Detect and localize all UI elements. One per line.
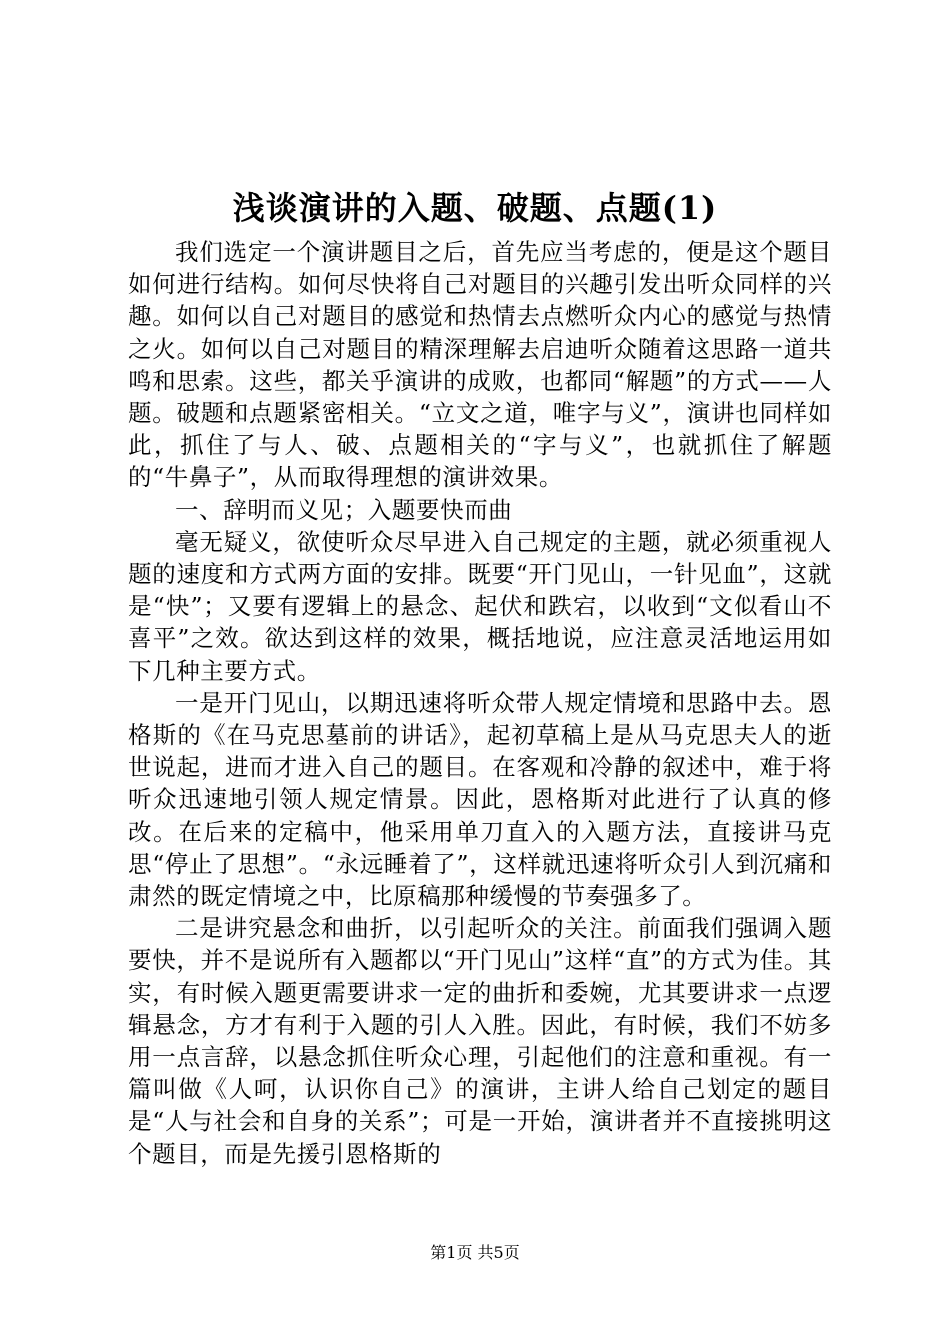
paragraph: 毫无疑义，欲使听众尽早进入自己规定的主题，就必须重视人题的速度和方式两方面的安排。既要“开门见山，一针见血”，这就是“快”；又要有逻辑上的悬念、起伏和跌宕，以收到“文似看山不喜平”之效。欲达到这样的效果，概括地说，应注意灵活地运用如下几种主要方式。 — [128, 527, 832, 685]
document-title: 浅谈演讲的入题、破题、点题(1) — [232, 189, 718, 227]
section-heading: 一、辞明而义见；入题要快而曲 — [175, 495, 513, 524]
paragraph: 一是开门见山，以期迅速将听众带人规定情境和思路中去。恩格斯的《在马克思墓前的讲话》，起初草稿上是从马克思夫人的逝世说起，进而才进入自己的题目。在客观和冷静的叙述中，难于将听众迅速地引领人规定情景。因此，恩格斯对此进行了认真的修改。在后来的定稿中，他采用单刀直入的入题方法，直接讲马克思“停止了思想”。“永远睡着了”，这样就迅速将听众引人到沉痛和肃然的既定情境之中，比原稿那种缓慢的节奏强多了。 — [128, 688, 832, 911]
paragraph-intro: 我们选定一个演讲题目之后，首先应当考虑的，便是这个题目如何进行结构。如何尽快将自己对题目的兴趣引发出听众同样的兴趣。如何以自己对题目的感觉和热情去点燃听众内心的感觉与热情之火。如何以自己对题目的精深理解去启迪听众随着这思路一道共鸣和思索。这些，都关乎演讲的成败，也都同“解题”的方式——人题。破题和点题紧密相关。“立文之道，唯字与义”，演讲也同样如此，抓住了与人、破、点题相关的“字与义”，也就抓住了解题的“牛鼻子”，从而取得理想的演讲效果。 — [128, 238, 832, 492]
page-footer: 第1页 共5页 — [430, 1243, 520, 1262]
document-body — [128, 236, 832, 1170]
paragraph: 二是讲究悬念和曲折，以引起听众的关注。前面我们强调入题要快，并不是说所有入题都以“开门见山”这样“直”的方式为佳。其实，有时候入题更需要讲求一定的曲折和委婉，尤其要讲求一点逻辑悬念，方才有利于入题的引人入胜。因此，有时候，我们不妨多用一点言辞，以悬念抓住听众心理，引起他们的注意和重视。有一篇叫做《人呵，认识你自己》的演讲，主讲人给自己划定的题目是“人与社会和自身的关系”；可是一开始，演讲者并不直接挑明这个题目，而是先援引恩格斯的 — [128, 914, 832, 1168]
